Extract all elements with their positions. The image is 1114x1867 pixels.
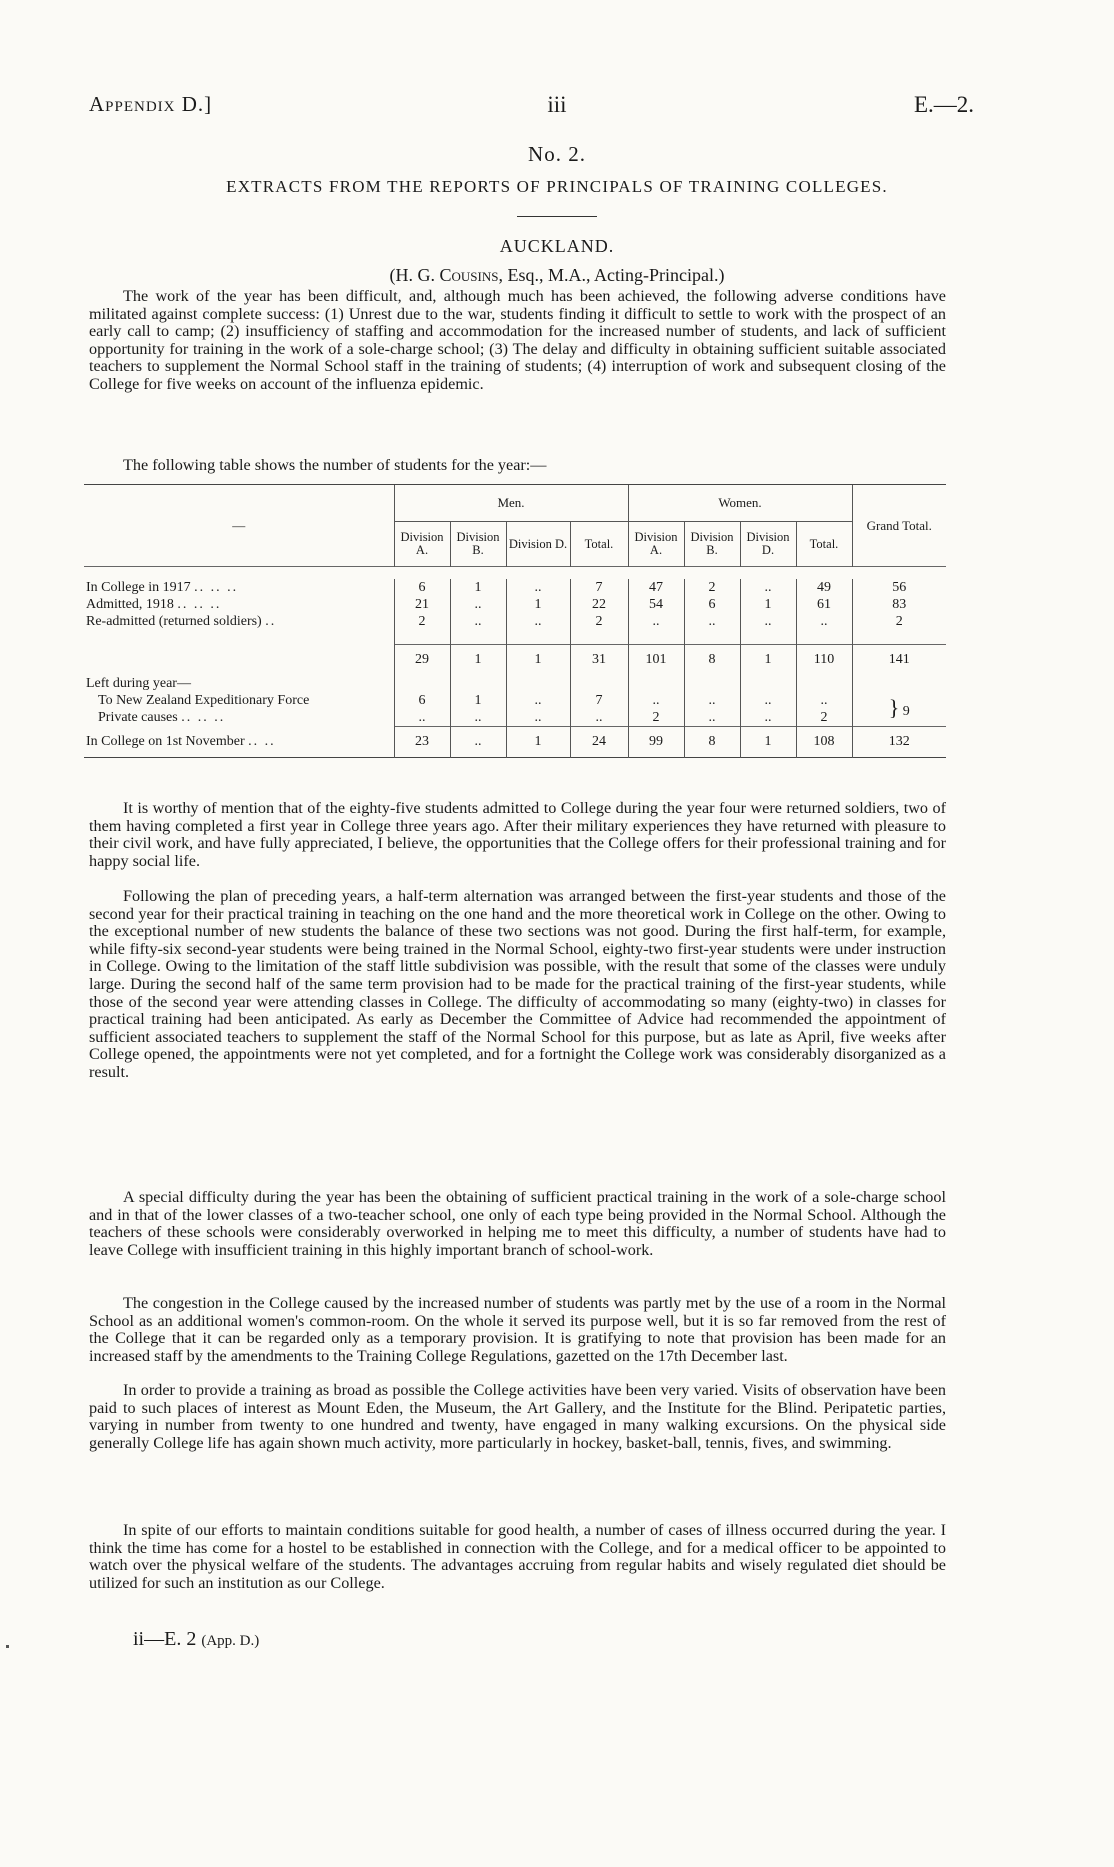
footer-sig-main: ii—E. 2 <box>133 1628 197 1650</box>
cell: 24 <box>570 727 628 758</box>
cell: 1 <box>740 596 796 613</box>
row-label: Private causes <box>98 709 178 725</box>
byline-suffix: , Esq., M.A., Acting-Principal.) <box>498 265 725 285</box>
cell: 1 <box>506 596 570 613</box>
cell: 99 <box>628 727 684 758</box>
cell: .. <box>740 613 796 630</box>
cell: 56 <box>852 579 946 596</box>
cell: .. <box>506 613 570 630</box>
header-men: Men. <box>394 485 628 522</box>
row-label: Left during year— <box>86 675 191 691</box>
header-men-div-a: Division A. <box>394 522 450 567</box>
cell: 1 <box>450 579 506 596</box>
cell: 83 <box>852 596 946 613</box>
table-row-final <box>84 727 946 758</box>
header-men-total: Total. <box>570 522 628 567</box>
table-row-subtotal <box>84 645 946 676</box>
byline-prefix: (H. G. <box>389 265 440 285</box>
cell: 2 <box>796 709 852 727</box>
cell: .. <box>450 613 506 630</box>
cell: .. <box>570 709 628 727</box>
footer-signature <box>133 1628 259 1651</box>
cell: 141 <box>852 645 946 676</box>
footer-sig-small: (App. D.) <box>201 1633 260 1649</box>
cell: 1 <box>506 645 570 676</box>
cell: 1 <box>450 692 506 709</box>
cell: 2 <box>628 709 684 727</box>
table-corner: — <box>232 517 246 533</box>
cell: 101 <box>628 645 684 676</box>
cell: .. <box>506 709 570 727</box>
row-leader: .. .. .. <box>181 709 226 725</box>
cell: .. <box>506 692 570 709</box>
cell-left-grand-total <box>852 692 946 727</box>
cell: 1 <box>506 727 570 758</box>
paragraph-3: Following the plan of preceding years, a half-term alternation was arranged between the first-year students and those of the second year for their practical training in teaching on the one hand and the more theoretical work in College on the other. Owing to the exceptional number of new students the balance of these two sections was not good. During the first half-term, for example, while fifty-six second-year students were being trained in the Normal School, eighty-two first-year students were under instruction in College. Owing to the limitation of the staff little subdivision was possible, with the result that some of the classes were unduly large. During the second half of the same term provision had to be made for the practical training of the first-year students, while those of the second year were attending classes in College. The difficulty of accommodating so many (eighty-two) in classes for practical training had been anticipated. As early as December the Committee of Advice had recommended the appointment of sufficient associated teachers to supplement the staff of the Normal School for this purpose, but as late as April, five weeks after College opened, the appointments were not yet completed, and for a fortnight the College work was considerably disorganized as a result. <box>89 887 946 1081</box>
paragraph-2: It is worthy of mention that of the eighty-five students admitted to College during the year four were returned soldiers, two of them having completed a first year in College three years ago. After their military experiences they have returned with pleasure to their civil work, and have fully appreciated, I believe, the opportunities that the College offers for their professional training and for happy social life. <box>89 799 946 870</box>
cell: 23 <box>394 727 450 758</box>
paragraph-5: The congestion in the College caused by the increased number of students was partly met by the use of a room in the Normal School as an additional women's common-room. On the whole it served its purpose well, but it is so far removed from the rest of the College that it can be regarded only as a temporary provision. It is gratifying to note that provision has been made for an increased staff by the amendments to the Training College Regulations, gazetted on the 17th December last. <box>89 1294 946 1365</box>
table-row <box>84 579 946 596</box>
cell: 47 <box>628 579 684 596</box>
cell: 108 <box>796 727 852 758</box>
header-grand-total: Grand Total. <box>852 485 946 567</box>
cell: 7 <box>570 692 628 709</box>
cell: 6 <box>684 596 740 613</box>
table-row <box>84 613 946 630</box>
cell: 7 <box>570 579 628 596</box>
students-table <box>84 484 946 758</box>
header-women-div-d: Division D. <box>740 522 796 567</box>
cell: 1 <box>740 645 796 676</box>
cell: .. <box>450 596 506 613</box>
paragraph-1: The work of the year has been difficult, and, although much has been achieved, the following adverse conditions have militated against complete success: (1) Unrest due to the war, students finding it difficult to settle to work with the prospect of an early call to camp; (2) insufficiency of staffing and accommodation for the increased number of students, and lack of sufficient opportunity for training in the work of a sole-charge school; (3) The delay and difficulty in obtaining sufficient suitable associated teachers to supplement the Normal School staff in the training of students; (4) interruption of work and subsequent closing of the College for five weeks on account of the influenza epidemic. <box>89 287 946 393</box>
cell: 2 <box>684 579 740 596</box>
cell: .. <box>684 613 740 630</box>
cell: 132 <box>852 727 946 758</box>
row-label: To New Zealand Expeditionary Force <box>98 692 310 708</box>
header-appendix: Appendix D.] <box>89 92 213 116</box>
row-leader: .. .. <box>248 733 276 749</box>
row-leader: .. <box>265 613 277 629</box>
paragraph-4: A special difficulty during the year has been the obtaining of sufficient practical training in the work of a sole-charge school and in that of the lower classes of a two-teacher school, one only of each type being provided in the Normal School. Although the teachers of these schools were considerably overworked in helping me to meet this difficulty, a number of students have had to leave College with insufficient training in this highly important branch of school-work. <box>89 1188 946 1259</box>
cell: 1 <box>450 645 506 676</box>
cell: .. <box>684 709 740 727</box>
header-page-number: iii <box>547 92 567 117</box>
table-row <box>84 709 946 727</box>
cell: .. <box>740 709 796 727</box>
row-leader: .. .. .. <box>177 596 222 612</box>
cell: .. <box>628 692 684 709</box>
header-men-div-b: Division B. <box>450 522 506 567</box>
cell: 6 <box>394 579 450 596</box>
cell: 1 <box>740 727 796 758</box>
document-number: No. 2. <box>528 142 586 166</box>
cell: 49 <box>796 579 852 596</box>
cell: .. <box>740 692 796 709</box>
header-women: Women. <box>628 485 852 522</box>
cell: .. <box>796 692 852 709</box>
left-grand-value: 9 <box>902 703 910 719</box>
cell: .. <box>506 579 570 596</box>
cell: 6 <box>394 692 450 709</box>
cell: .. <box>450 727 506 758</box>
cell: .. <box>740 579 796 596</box>
table-row <box>84 675 946 692</box>
cell: 54 <box>628 596 684 613</box>
section-heading: AUCKLAND. <box>499 236 615 256</box>
section-byline <box>0 265 1114 286</box>
cell: 8 <box>684 727 740 758</box>
byline-name: Cousins <box>439 265 499 285</box>
header-men-div-d: Division D. <box>506 522 570 567</box>
row-label: In College in 1917 <box>86 579 191 595</box>
table-row <box>84 692 946 709</box>
header-women-div-a: Division A. <box>628 522 684 567</box>
cell: 31 <box>570 645 628 676</box>
header-women-div-b: Division B. <box>684 522 740 567</box>
cell: .. <box>796 613 852 630</box>
cell: 61 <box>796 596 852 613</box>
cell: .. <box>394 709 450 727</box>
header-women-total: Total. <box>796 522 852 567</box>
row-leader: .. .. .. <box>194 579 239 595</box>
cell: 2 <box>570 613 628 630</box>
cell: .. <box>450 709 506 727</box>
table-row <box>84 596 946 613</box>
row-label: Admitted, 1918 <box>86 596 174 612</box>
cell: 29 <box>394 645 450 676</box>
row-label <box>84 645 394 676</box>
cell: 22 <box>570 596 628 613</box>
document-title: EXTRACTS FROM THE REPORTS OF PRINCIPALS OF TRAINING COLLEGES. <box>226 177 888 196</box>
cell: 110 <box>796 645 852 676</box>
row-label: Re-admitted (returned soldiers) <box>86 613 262 629</box>
row-label: In College on 1st November <box>86 733 245 749</box>
header-paper-number: E.—2. <box>913 92 974 117</box>
table-intro: The following table shows the number of students for the year:— <box>123 456 547 474</box>
cell: 2 <box>852 613 946 630</box>
margin-mark <box>6 1645 9 1648</box>
cell: 21 <box>394 596 450 613</box>
title-divider <box>517 216 597 217</box>
cell: 2 <box>394 613 450 630</box>
paragraph-6: In order to provide a training as broad as possible the College activities have been very varied. Visits of observation have been paid to such places of interest as Mount Eden, the Museum, the Art Gallery, and the Institute for the Blind. Peripatetic parties, varying in number from twenty to one hundred and twenty, have engaged in many walking excursions. On the physical side generally College life has again shown much activity, more particularly in hockey, basket-ball, tennis, fives, and swimming. <box>89 1381 946 1452</box>
cell: .. <box>684 692 740 709</box>
brace-glyph: } <box>888 694 900 720</box>
cell: .. <box>628 613 684 630</box>
paragraph-7: In spite of our efforts to maintain conditions suitable for good health, a number of cases of illness occurred during the year. I think the time has come for a hostel to be established in connection with the College, and for a medical officer to be appointed to watch over the physical welfare of the students. The advantages accruing from regular habits and wisely regulated diet should be utilized for such an institution as our College. <box>89 1521 946 1592</box>
cell: 8 <box>684 645 740 676</box>
